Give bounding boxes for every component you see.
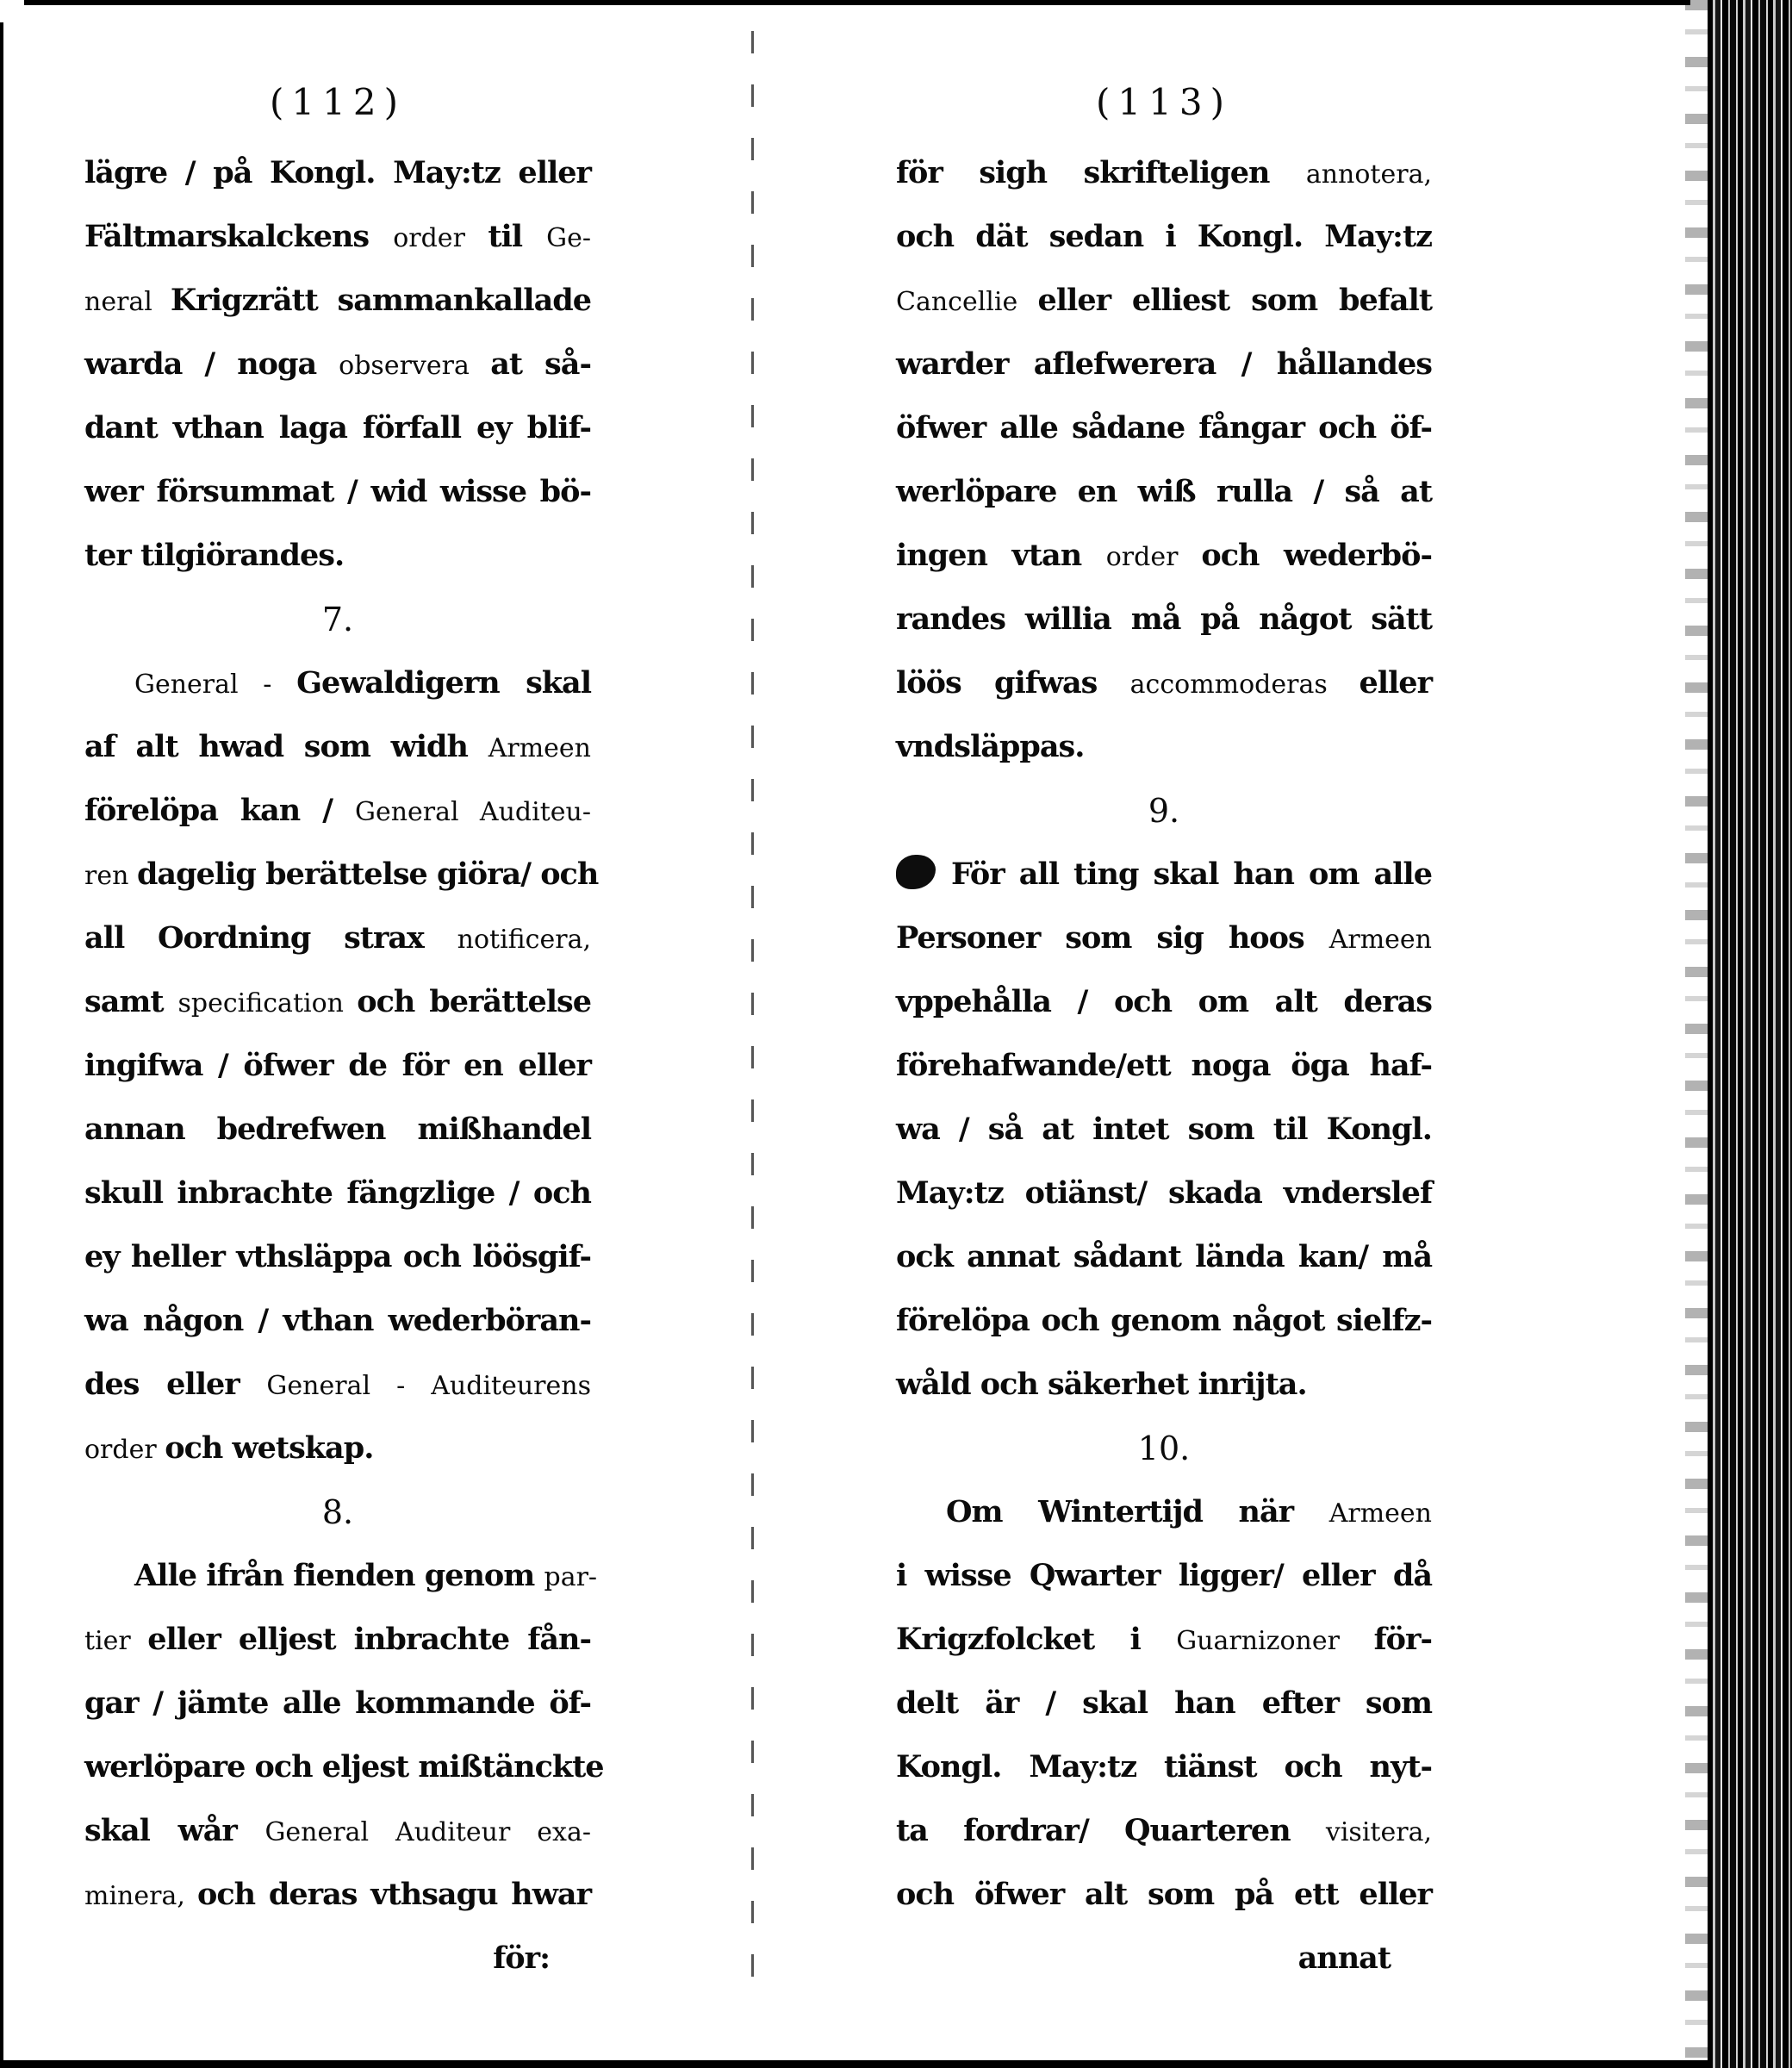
text-segment: Om Wintertijd när — [946, 1494, 1329, 1529]
text-segment: för- — [1373, 1622, 1432, 1657]
text-segment: eller elliest som befalt — [1037, 283, 1432, 318]
text-line — [896, 715, 1432, 779]
text-line — [896, 970, 1432, 1034]
section-number: 8. — [321, 1493, 354, 1531]
text-segment: skull inbrachte fängzlige / och — [84, 1175, 591, 1211]
text-segment: annan bedrefwen mißhandel — [84, 1112, 591, 1147]
text-segment: För all ting skal han om alle — [951, 856, 1432, 892]
text-segment: gar / jämte alle kommande öf- — [84, 1685, 591, 1721]
text-line — [84, 333, 591, 396]
text-segment: wa / så at intet som til Kongl. — [896, 1112, 1432, 1147]
text-line — [84, 843, 599, 906]
scan-border-bottom — [0, 2060, 1716, 2068]
text-segment: Armeen — [1328, 925, 1432, 955]
text-line — [84, 396, 591, 460]
page-112 — [84, 76, 604, 1990]
text-line — [84, 779, 591, 843]
text-line — [84, 1799, 591, 1863]
text-line — [896, 460, 1432, 524]
text-segment: visitera, — [1325, 1817, 1432, 1847]
text-segment: lägre / på Kongl. May:tz eller — [84, 155, 591, 190]
text-line — [84, 460, 591, 524]
text-line — [896, 205, 1432, 269]
text-line — [84, 1863, 591, 1927]
text-segment: dagelig berättelse giöra/ och — [136, 856, 599, 892]
text-line — [896, 524, 1432, 588]
text-segment: randes willia må på något sätt — [896, 601, 1432, 637]
text-line — [84, 1162, 591, 1225]
text-segment: vppehålla / och om alt deras — [896, 984, 1432, 1019]
text-line — [896, 906, 1432, 970]
text-segment: wer försummat / wid wisse bö- — [84, 474, 591, 509]
text-line — [84, 1608, 591, 1672]
text-line — [896, 1863, 1432, 1927]
section-number: 7. — [321, 601, 354, 638]
text-line — [84, 1289, 591, 1353]
catchword: för: — [493, 1940, 550, 1976]
book-fore-edge — [1708, 0, 1792, 2068]
text-segment: ingifwa / öfwer de för en eller — [84, 1048, 591, 1083]
catchword-row — [896, 1927, 1432, 1990]
catchword-row — [84, 1927, 591, 1990]
text-segment: General - — [134, 670, 297, 700]
text-segment: förelöpa och genom något sielfz- — [896, 1303, 1432, 1338]
text-line — [84, 651, 591, 715]
text-segment: General Auditeu- — [354, 797, 591, 827]
text-segment: af alt hwad som widh — [84, 729, 488, 764]
text-line — [84, 1353, 591, 1417]
text-line — [896, 1098, 1432, 1162]
text-segment: ren — [84, 861, 137, 891]
text-line — [84, 906, 591, 970]
text-line — [84, 1735, 604, 1799]
scan-border-top — [24, 0, 1690, 5]
text-segment: öfwer alle sådane fångar och öf- — [896, 410, 1432, 445]
text-segment: notificera, — [457, 925, 591, 955]
text-segment: par- — [544, 1562, 598, 1592]
text-line — [896, 269, 1432, 333]
text-line — [896, 1799, 1432, 1863]
text-segment: wåld och säkerhet inrijta. — [896, 1367, 1307, 1402]
text-line — [896, 1544, 1432, 1608]
text-segment: eller elljest inbrachte fån- — [147, 1622, 591, 1657]
section-number: 10. — [1137, 1430, 1191, 1467]
text-segment: för sigh skrifteligen — [896, 155, 1306, 190]
text-segment: order — [84, 1435, 165, 1465]
text-line — [84, 141, 591, 205]
text-segment: til — [488, 219, 547, 254]
page-number-left: (112) — [270, 81, 406, 123]
page-112-text — [84, 141, 604, 1990]
text-line — [896, 1480, 1432, 1544]
text-segment: annotera, — [1305, 159, 1432, 190]
page-gutter-line — [751, 31, 754, 1997]
text-segment: Guarnizoner — [1176, 1626, 1374, 1656]
text-segment: May:tz otiänst/ skada vnderslef — [896, 1175, 1432, 1211]
text-segment: och öfwer alt som på ett eller — [896, 1877, 1432, 1912]
text-line — [84, 524, 591, 588]
text-segment: ey heller vthsläppa och löösgif- — [84, 1239, 591, 1274]
text-segment: Ge- — [546, 223, 591, 253]
text-line — [896, 1672, 1432, 1735]
text-segment: Krigzrätt sammankallade — [170, 283, 591, 318]
text-segment: i wisse Qwarter ligger/ eller då — [896, 1558, 1432, 1593]
text-line — [84, 1098, 591, 1162]
text-line — [84, 1672, 591, 1735]
section-number: 9. — [1148, 792, 1180, 830]
text-segment: Gewaldigern skal — [296, 665, 591, 701]
text-line — [84, 970, 591, 1034]
text-segment: warda / noga — [84, 346, 339, 382]
text-line — [896, 141, 1432, 205]
text-segment: Personer som sig hoos — [896, 920, 1329, 956]
text-line — [896, 843, 1432, 906]
text-line — [896, 1289, 1432, 1353]
text-segment: och deras vthsagu hwar — [197, 1877, 592, 1912]
text-line — [896, 1735, 1432, 1799]
text-segment: Fältmarskalckens — [84, 219, 394, 254]
text-line — [896, 1034, 1432, 1098]
text-segment: accommoderas — [1129, 670, 1360, 700]
text-segment: at så- — [490, 346, 591, 382]
text-segment: Armeen — [1328, 1498, 1432, 1529]
text-line — [84, 205, 591, 269]
text-segment: tier — [84, 1626, 148, 1656]
text-line — [84, 1417, 591, 1480]
text-segment: samt — [84, 984, 178, 1019]
text-segment: vndsläppas. — [896, 729, 1085, 764]
text-line — [84, 269, 591, 333]
text-segment: förelöpa kan / — [84, 793, 355, 828]
ink-blot — [896, 855, 936, 889]
text-segment: des eller — [84, 1367, 267, 1402]
text-segment: och wetskap. — [165, 1430, 374, 1466]
text-line — [84, 1034, 591, 1098]
page-number-right: (113) — [1096, 81, 1232, 123]
text-segment: Armeen — [488, 733, 591, 763]
page-113-text — [896, 141, 1432, 1990]
catchword: annat — [1297, 1940, 1391, 1976]
text-line — [84, 1544, 598, 1608]
text-segment: och dät sedan i Kongl. May:tz — [896, 219, 1432, 254]
text-segment: dant vthan laga förfall ey blif- — [84, 410, 591, 445]
text-segment: General Auditeur exa- — [264, 1817, 591, 1847]
text-line — [896, 1608, 1432, 1672]
text-line — [896, 1353, 1432, 1417]
book-fore-edge-speckle — [1685, 0, 1708, 2068]
text-segment: och berättelse — [357, 984, 591, 1019]
text-segment: order — [1105, 542, 1202, 572]
text-segment: ter tilgiörandes. — [84, 538, 345, 573]
text-segment: General - Auditeurens — [266, 1371, 591, 1401]
text-line — [896, 333, 1432, 396]
text-segment: specification — [177, 988, 358, 1018]
text-segment: eller — [1359, 665, 1433, 701]
text-line — [896, 588, 1432, 651]
page-113 — [896, 76, 1432, 1990]
text-segment: werlöpare och eljest mißtänckte — [84, 1749, 604, 1785]
text-line — [896, 396, 1432, 460]
text-segment: all Oordning strax — [84, 920, 457, 956]
text-segment: förehafwande/ett noga öga haf- — [896, 1048, 1432, 1083]
text-segment: Krigzfolcket i — [896, 1622, 1177, 1657]
text-segment: Cancellie — [896, 287, 1038, 317]
scan-border-left — [0, 22, 3, 2061]
text-segment: neral — [84, 287, 171, 317]
text-segment: wa någon / vthan wederböran- — [84, 1303, 591, 1338]
text-line — [84, 1225, 591, 1289]
text-line — [84, 715, 591, 779]
text-segment: Alle ifrån fienden genom — [134, 1558, 544, 1593]
text-line — [896, 1225, 1432, 1289]
text-segment: delt är / skal han efter som — [896, 1685, 1432, 1721]
text-segment: Kongl. May:tz tiänst och nyt- — [896, 1749, 1432, 1785]
text-segment: werlöpare en wiß rulla / så at — [896, 474, 1432, 509]
text-segment: minera, — [84, 1881, 198, 1911]
text-segment: löös gifwas — [896, 665, 1130, 701]
text-segment: och wederbö- — [1201, 538, 1432, 573]
text-line — [896, 1162, 1432, 1225]
text-segment: observera — [339, 351, 491, 381]
text-segment: warder aflefwerera / hållandes — [896, 346, 1432, 382]
text-line — [896, 651, 1432, 715]
text-segment: ingen vtan — [896, 538, 1106, 573]
text-segment: ock annat sådant lända kan/ må — [896, 1239, 1432, 1274]
text-segment: skal wår — [84, 1813, 265, 1848]
text-segment: ta fordrar/ Quarteren — [896, 1813, 1326, 1848]
text-segment: order — [393, 223, 488, 253]
